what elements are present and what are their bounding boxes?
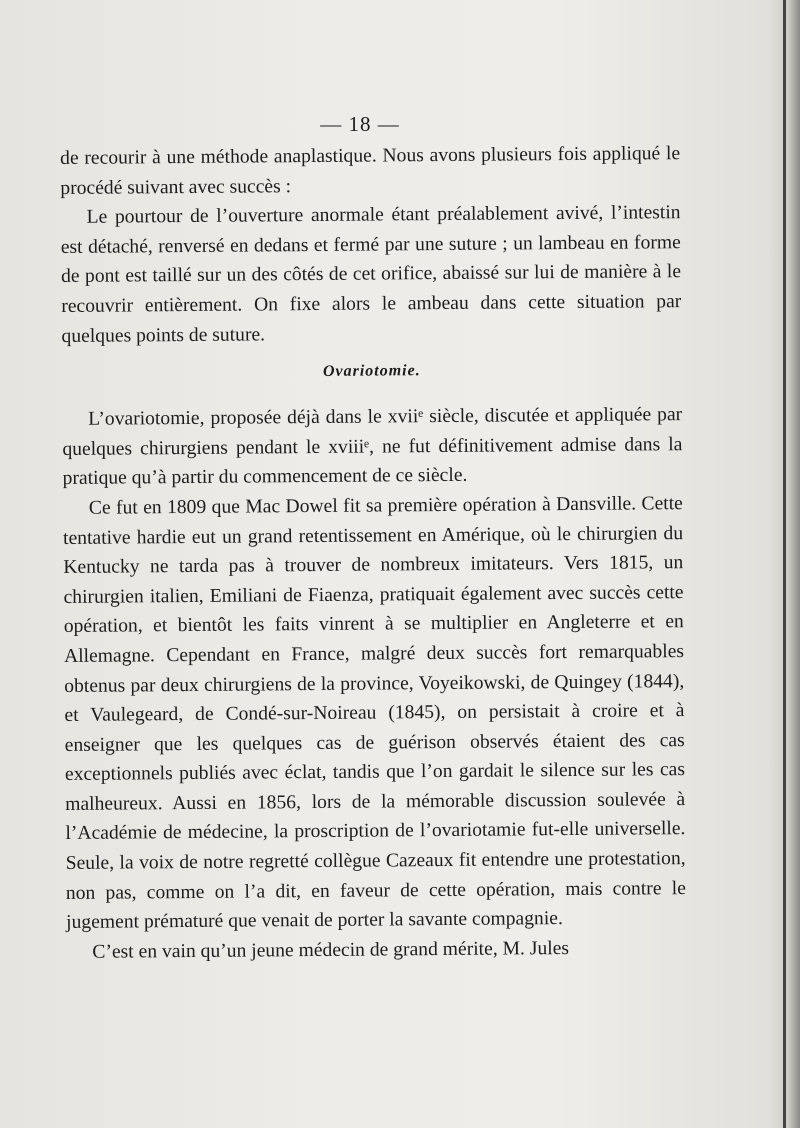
paragraph-final: C’est en vain qu’un jeune médecin de grand mérite, M. Jules — [92, 937, 570, 963]
page-number: — 18 — — [320, 112, 400, 136]
paragraph-continuation: de recourir à une méthode anaplastique. Nous avons plusieurs fois appliqué le procédé suivant avec succès : — [60, 143, 681, 199]
section-heading: Ovariotomie. — [322, 362, 421, 381]
page-spine-edge — [783, 0, 786, 1128]
body-text — [60, 139, 686, 967]
paragraph-history: Ce fut en 1809 que Mac Dowel fit sa première opération à Dansville. Cette tentative hardie eut un grand retentissement en Amérique, où le chirurgien du Kentucky ne tarda pas à trouver de nombreux imitateurs. Vers 1815, un chirurgien italien, Emiliani de Fiaenza, pratiquait également avec succès cette opération, et bientôt les faits vinrent à se multiplier en Angleterre et en Allemagne. Cependant en France, malgré deux succès fort remarquables obtenus par deux chirurgiens de la province, Voyeikowski, de Quingey (1844), et Vaulegeard, de Condé-sur-Noireau (1845), on persistait à croire et à enseigner que les quelques cas de guérison observés étaient des cas exceptionnels publiés avec éclat, tandis que l’on gardait le silence sur les cas malheureux. Aussi en 1856, lors de la mémorable discussion soulevée à l’Académie de médecine, la proscription de l’ovariotamie fut-elle universelle. Seule, la voix de notre regretté collègue Cazeaux fit entendre une protestation, non pas, comme on l’a dit, en faveur de cette opération, mais contre le jugement prématuré que venait de porter la savante compagnie. — [63, 493, 686, 934]
paragraph-procedure: Le pourtour de l’ouverture anormale étant préalablement avivé, l’intestin est détaché, renversé en dedans et fermé par une suture ; un lambeau en forme de pont est taillé sur un des côtés de cet orifice, abaissé sur lui de manière à le recouvrir entièrement. On fixe alors le ambeau dans cette situation par quelques points de suture. — [60, 202, 682, 347]
paragraph-ovariotomy-intro: L’ovariotomie, proposée déjà dans le xviiᵉ siècle, discutée et appliquée par quelques chirurgiens pendant le xviiiᵉ, ne fut définitivement admise dans la pratique qu’à partir du commencement de ce siècle. — [62, 404, 683, 490]
